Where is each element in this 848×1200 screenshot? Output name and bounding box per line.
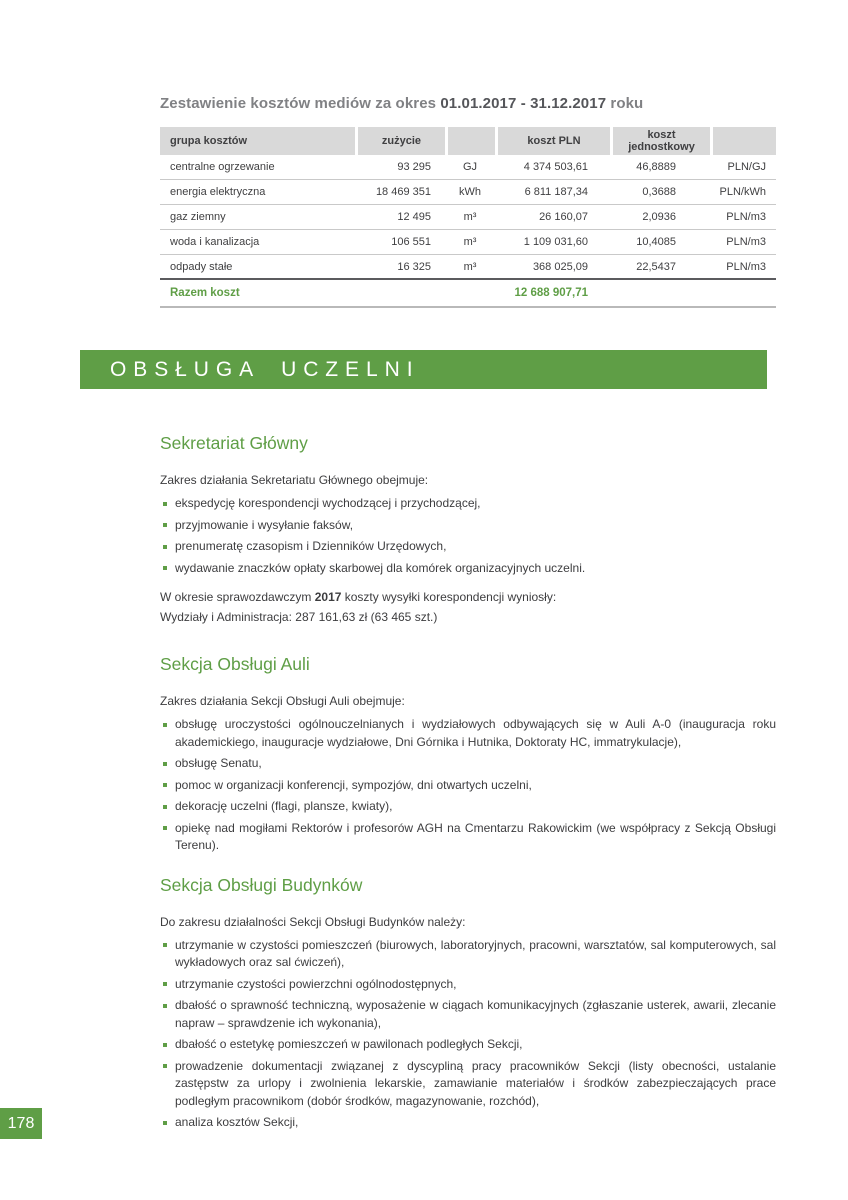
cell-cost: 1 109 031,60 — [495, 230, 610, 255]
bullet-list-budynki — [160, 937, 776, 1132]
list-item: dbałość o estetykę pomieszczeń w pawilonach podległych Sekcji, — [160, 1036, 776, 1054]
list-item: przyjmowanie i wysyłanie faksów, — [160, 517, 776, 535]
total-label: Razem koszt — [160, 280, 355, 308]
cell-cost: 368 025,09 — [495, 255, 610, 280]
title-dates: 01.01.2017 - 31.12.2017 — [440, 95, 607, 112]
cell-unit: PLN/m3 — [710, 255, 776, 280]
header-usage-unit — [445, 127, 495, 155]
cell-usage: 106 551 — [355, 230, 445, 255]
list-item: prowadzenie dokumentacji związanej z dyscypliną pracy pracowników Sekcji (listy obecności, ustalanie zastępstw za urlopy i zwolnienia lekarskie, zamawianie materiałów i środków zabezpieczających prace podległym pracownikom (dobór środków, magazynowanie, rozchód), — [160, 1058, 776, 1111]
section-intro-auli: Zakres działania Sekcji Obsługi Auli obejmuje: — [160, 694, 405, 708]
cell-usage: 12 495 — [355, 205, 445, 230]
media-costs-block — [160, 95, 776, 308]
cell-unit-cost: 10,4085 — [610, 230, 710, 255]
list-item: utrzymanie czystości powierzchni ogólnodostępnych, — [160, 976, 776, 994]
note-line-2: Wydziały i Administracja: 287 161,63 zł (63 465 szt.) — [160, 610, 438, 624]
note-year-bold: 2017 — [314, 590, 342, 604]
list-item: prenumeratę czasopism i Dzienników Urzędowych, — [160, 538, 776, 556]
list-item: analiza kosztów Sekcji, — [160, 1114, 776, 1132]
section-intro-sekretariat: Zakres działania Sekretariatu Głównego obejmuje: — [160, 473, 429, 487]
bullet-list-auli — [160, 716, 776, 855]
list-item: opiekę nad mogiłami Rektorów i profesorów AGH na Cmentarzu Rakowickim (we współpracy z Sekcją Obsługi Terenu). — [160, 820, 776, 855]
title-prefix: Zestawienie kosztów mediów za okres — [160, 95, 441, 112]
cell-unit-cost: 2,0936 — [610, 205, 710, 230]
cell-group: gaz ziemny — [160, 205, 355, 230]
list-item: ekspedycję korespondencji wychodzącej i przychodzącej, — [160, 495, 776, 513]
cell-usage-unit: kWh — [445, 180, 495, 205]
cell-usage: 93 295 — [355, 155, 445, 180]
section-intro-budynki: Do zakresu działalności Sekcji Obsługi Budynków należy: — [160, 914, 466, 929]
header-unit — [710, 127, 776, 155]
cell-usage: 16 325 — [355, 255, 445, 280]
cell-unit: PLN/kWh — [710, 180, 776, 205]
cell-unit-cost: 46,8889 — [610, 155, 710, 180]
cell-group: centralne ogrzewanie — [160, 155, 355, 180]
table-row — [160, 205, 776, 230]
table-row — [160, 255, 776, 280]
list-item: dbałość o sprawność techniczną, wyposażenie w ciągach komunikacyjnych (zgłaszanie usterek, awarii, zlecanie napraw – sprawdzenie ich wykonania), — [160, 997, 776, 1032]
header-cost: koszt PLN — [495, 127, 610, 155]
header-group: grupa kosztów — [160, 127, 355, 155]
table-row — [160, 180, 776, 205]
list-item: obsługę Senatu, — [160, 755, 776, 773]
list-item: pomoc w organizacji konferencji, sympozjów, dni otwartych uczelni, — [160, 777, 776, 795]
table-row — [160, 155, 776, 180]
cell-usage-unit: m³ — [445, 205, 495, 230]
cell-group: energia elektryczna — [160, 180, 355, 205]
chapter-banner — [80, 350, 767, 389]
section-heading-auli: Sekcja Obsługi Auli — [160, 654, 310, 674]
cell-usage-unit: m³ — [445, 255, 495, 280]
page-number: 178 — [7, 1114, 35, 1132]
cell-group: odpady stałe — [160, 255, 355, 280]
chapter-banner-title: OBSŁUGA UCZELNI — [110, 357, 420, 381]
list-item: obsługę uroczystości ogólnouczelnianych i wydziałowych odbywających się w Auli A-0 (inauguracja roku akademickiego, inauguracje wydziałowe, Dni Górnika i Hutnika, Doktoraty HC, immatrykulacje), — [160, 716, 776, 751]
cell-unit: PLN/m3 — [710, 230, 776, 255]
note-line-1: W okresie sprawozdawczym 2017 koszty wysyłki korespondencji wyniosły: — [160, 590, 557, 604]
cell-unit-cost: 0,3688 — [610, 180, 710, 205]
cell-cost: 6 811 187,34 — [495, 180, 610, 205]
list-item: wydawanie znaczków opłaty skarbowej dla komórek organizacyjnych uczelni. — [160, 560, 776, 578]
cell-usage-unit: m³ — [445, 230, 495, 255]
table-row — [160, 230, 776, 255]
cell-usage-unit: GJ — [445, 155, 495, 180]
cell-cost: 26 160,07 — [495, 205, 610, 230]
cell-unit: PLN/GJ — [710, 155, 776, 180]
media-costs-title — [160, 95, 776, 112]
total-value: 12 688 907,71 — [495, 280, 610, 308]
bullet-list-sekretariat — [160, 495, 776, 577]
section-heading-budynki: Sekcja Obsługi Budynków — [160, 874, 363, 895]
page-number-badge — [0, 1108, 42, 1139]
cell-cost: 4 374 503,61 — [495, 155, 610, 180]
sections-container — [160, 433, 776, 1136]
header-usage: zużycie — [355, 127, 445, 155]
table-header-row — [160, 127, 776, 155]
header-unit-cost: koszt jednostkowy — [610, 127, 710, 155]
list-item: dekorację uczelni (flagi, plansze, kwiaty), — [160, 798, 776, 816]
cell-unit: PLN/m3 — [710, 205, 776, 230]
cell-unit-cost: 22,5437 — [610, 255, 710, 280]
section-heading-sekretariat: Sekretariat Główny — [160, 433, 308, 453]
table-total-row — [160, 280, 776, 308]
cell-usage: 18 469 351 — [355, 180, 445, 205]
media-costs-table — [160, 127, 776, 308]
list-item: utrzymanie w czystości pomieszczeń (biurowych, laboratoryjnych, pracowni, warsztatów, sal komputerowych, sal wykładowych oraz sal ćwiczeń), — [160, 937, 776, 972]
cell-group: woda i kanalizacja — [160, 230, 355, 255]
title-suffix: roku — [606, 95, 644, 112]
correspondence-cost-note — [160, 587, 776, 627]
